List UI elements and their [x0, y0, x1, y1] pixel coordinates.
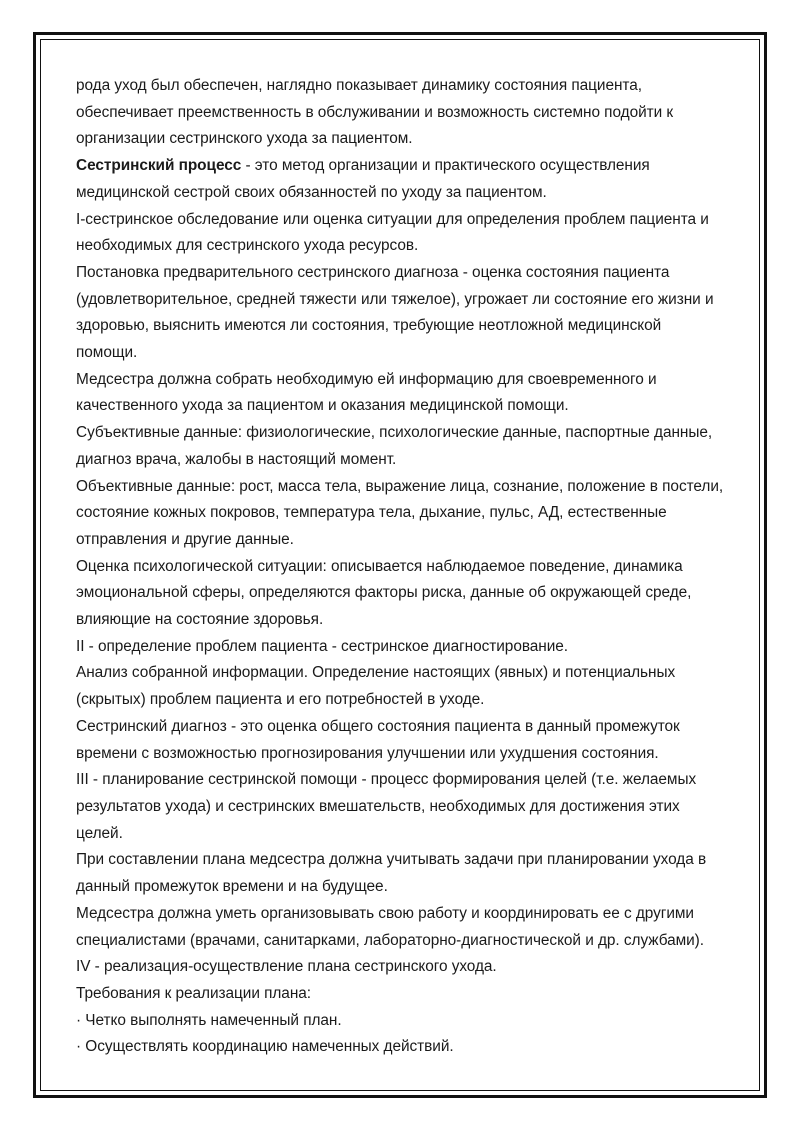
paragraph: Объективные данные: рост, масса тела, выражение лица, сознание, положение в постели, состояние кожных покровов, температура тела, дыхание, пульс, АД, естественные отправления и другие данные.	[76, 477, 724, 548]
paragraph: Постановка предварительного сестринского диагноза - оценка состояния пациента (удовлетворительное, средней тяжести или тяжелое), угрожает ли состояние его жизни и здоровью, выяснить имеются ли состояния, требующие неотложной медицинской помощи.	[76, 263, 714, 362]
paragraph: Медсестра должна уметь организовывать свою работу и координировать ее с другими специалистами (врачами, санитарками, лабораторно-диагностической и др. службами).	[76, 904, 704, 949]
paragraph: III - планирование сестринской помощи - процесс формирования целей (т.е. желаемых результатов ухода) и сестринских вмешательств, необходимых для достижения этих целей.	[76, 771, 697, 842]
paragraph: II - определение проблем пациента - сестринское диагностирование.	[76, 637, 569, 655]
list-item: · Четко выполнять намеченный план.	[76, 1011, 342, 1029]
paragraph: Субъективные данные: физиологические, психологические данные, паспортные данные, диагноз врача, жалобы в настоящий момент.	[76, 424, 713, 468]
paragraph: рода уход был обеспечен, наглядно показывает динамику состояния пациента, обеспечивает преемственность в обслуживании и возможность системно подойти к организации сестринского ухода за пациентом.	[76, 77, 674, 148]
paragraph: Медсестра должна собрать необходимую ей информацию для своевременного и качественного ухода за пациентом и оказания медицинской помощи.	[76, 370, 657, 415]
document-body	[76, 73, 726, 1061]
paragraph: I-сестринское обследование или оценка ситуации для определения проблем пациента и необходимых для сестринского ухода ресурсов.	[76, 210, 709, 255]
paragraph: При составлении плана медсестра должна учитывать задачи при планировании ухода в данный промежуток времени и на будущее.	[76, 851, 707, 896]
paragraph: Сестринский процесс - это метод организации и практического осуществления медицинской сестрой своих обязанностей по уходу за пациентом.	[76, 157, 650, 201]
paragraph: Оценка психологической ситуации: описывается наблюдаемое поведение, динамика эмоциональной сферы, определяются факторы риска, данные об окружающей среде, влияющие на состояние здоровья.	[76, 557, 692, 629]
term-bold: Сестринский процесс	[76, 157, 242, 175]
paragraph: IV - реализация-осуществление плана сестринского ухода.	[76, 958, 497, 976]
paragraph: Сестринский диагноз - это оценка общего состояния пациента в данный промежуток времени с возможностью прогнозирования улучшении или ухудшения состояния.	[76, 717, 680, 762]
paragraph: Требования к реализации плана:	[76, 984, 312, 1002]
paragraph: Анализ собранной информации. Определение настоящих (явных) и потенциальных (скрытых) проблем пациента и его потребностей в уходе.	[76, 664, 676, 709]
list-item: · Осуществлять координацию намеченных действий.	[76, 1038, 454, 1056]
